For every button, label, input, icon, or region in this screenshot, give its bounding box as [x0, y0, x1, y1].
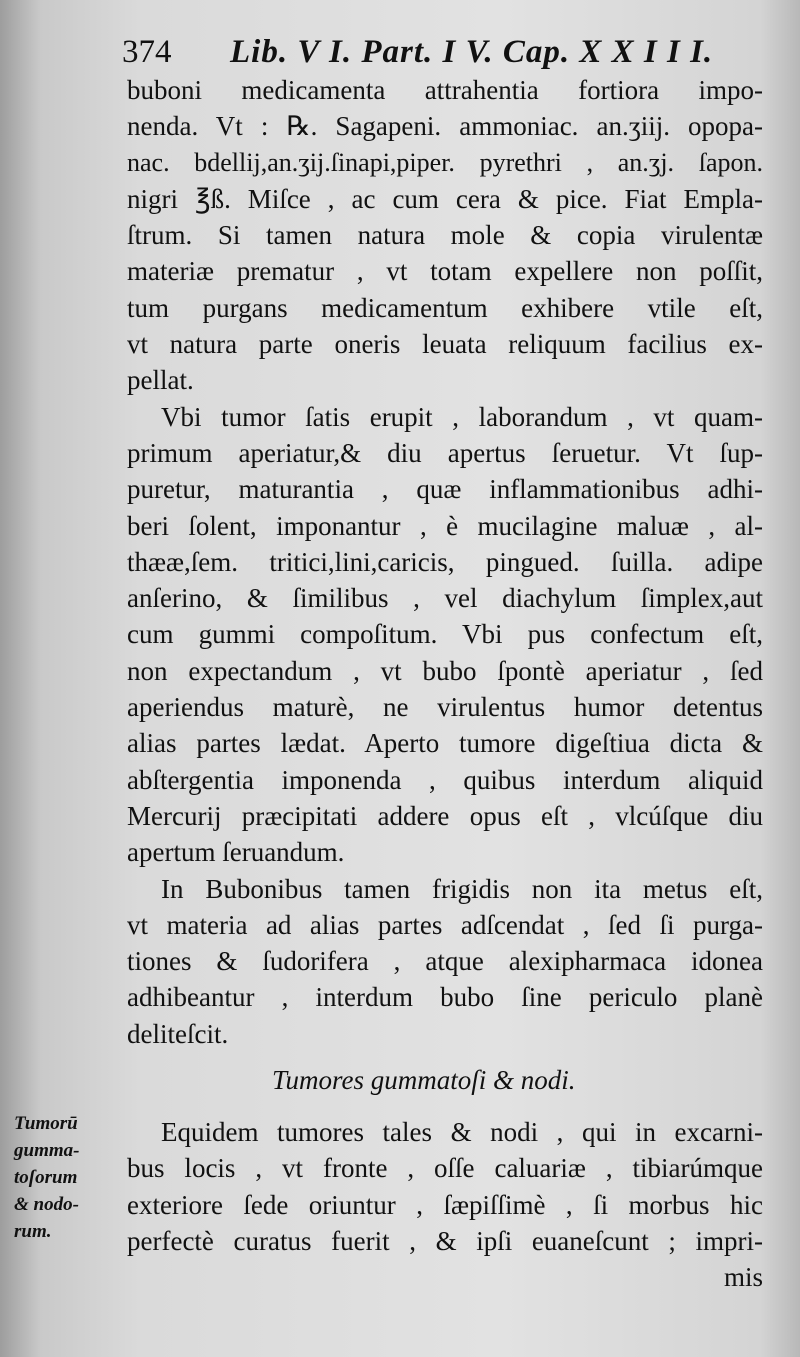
marginal-note-line: Tumorū	[14, 1113, 78, 1134]
text-line: bus locis , vt fronte , oſſe caluariæ , tibiarúmque	[127, 1153, 763, 1184]
text-line: apertum ſeruandum.	[127, 837, 345, 868]
section-heading: Tumores gummatoſi & nodi.	[272, 1065, 576, 1095]
text-line: aperiendus maturè, ne virulentus humor detentus	[127, 692, 763, 723]
paragraph-3	[127, 871, 763, 1052]
text-line: primum aperiatur,& diu apertus ſeruetur. Vt ſup-	[127, 437, 763, 468]
marginal-note-line: toſorum	[14, 1167, 78, 1188]
text-line: deliteſcit.	[127, 1018, 229, 1049]
text-line: ſtrum. Si tamen natura mole & copia virulentæ	[127, 220, 763, 251]
text-line: nac. bdellij,an.ʒij.ſinapi,piper. pyrethri , an.ʒj. ſapon.	[127, 147, 763, 177]
text-line: materiæ prematur , vt totam expellere non poſſit,	[127, 256, 763, 287]
paragraph-1	[127, 72, 763, 399]
marginal-note-line: & nodo-	[14, 1194, 79, 1215]
text-line: non expectandum , vt bubo ſpontè aperiatur , ſed	[127, 655, 763, 686]
marginal-note-line: gumma-	[14, 1140, 80, 1161]
text-line: tiones & ſudorifera , atque alexipharmaca idonea	[127, 946, 763, 977]
text-line: thææ,ſem. tritici,lini,caricis, pingued. ſuilla. adipe	[127, 546, 763, 577]
text-line: nenda. Vt : ℞. Sagapeni. ammoniac. an.ʒiij. opopa-	[127, 111, 763, 142]
text-line: vt natura parte oneris leuata reliquum facilius ex-	[127, 329, 763, 360]
main-text	[127, 72, 763, 1052]
page-header	[122, 28, 762, 76]
marginal-note	[14, 1110, 124, 1245]
paragraph-2	[127, 399, 763, 871]
text-line: beri ſolent, imponantur , è mucilagine maluæ , al-	[127, 510, 763, 541]
text-line: abſtergentia imponenda , quibus interdum aliquid	[127, 764, 763, 795]
page-number: 374	[122, 34, 172, 70]
text-line: Mercurij præcipitati addere opus eſt , vlcúſque diu	[127, 800, 763, 831]
text-line: alias partes lædat. Aperto tumore digeſtiua dicta &	[127, 728, 763, 759]
text-line: In Bubonibus tamen frigidis non ita metus eſt,	[161, 873, 763, 904]
text-line: cum gummi compoſitum. Vbi pus confectum eſt,	[127, 619, 763, 650]
final-paragraph	[127, 1114, 763, 1295]
text-line: pellat.	[127, 365, 194, 396]
text-line: Vbi tumor ſatis erupit , laborandum , vt quam-	[161, 401, 763, 432]
text-line: perfectè curatus fuerit , & ipſi euaneſcunt ; impri-	[127, 1225, 763, 1256]
text-line: vt materia ad alias partes adſcendat , ſed ſi purga-	[127, 909, 763, 940]
text-line: exteriore ſede oriuntur , ſæpiſſimè , ſi morbus hic	[127, 1189, 763, 1220]
text-line: anſerino, & ſimilibus , vel diachylum ſimplex,aut	[127, 583, 763, 614]
text-line: puretur, maturantia , quæ inflammationibus adhi-	[127, 474, 763, 505]
catchword: mis	[723, 1262, 763, 1293]
text-line: buboni medicamenta attrahentia fortiora impo-	[127, 75, 763, 105]
text-line: nigri ℥ß. Miſce , ac cum cera & pice. Fiat Empla-	[127, 183, 763, 214]
marginal-note-line: rum.	[14, 1221, 52, 1242]
text-line: adhibeantur , interdum bubo ſine periculo planè	[127, 982, 763, 1013]
running-title: Lib. V I. Part. I V. Cap. X X I I I.	[230, 34, 714, 70]
text-line: tum purgans medicamentum exhibere vtile eſt,	[127, 292, 763, 323]
text-line: Equidem tumores tales & nodi , qui in excarni-	[161, 1117, 763, 1147]
